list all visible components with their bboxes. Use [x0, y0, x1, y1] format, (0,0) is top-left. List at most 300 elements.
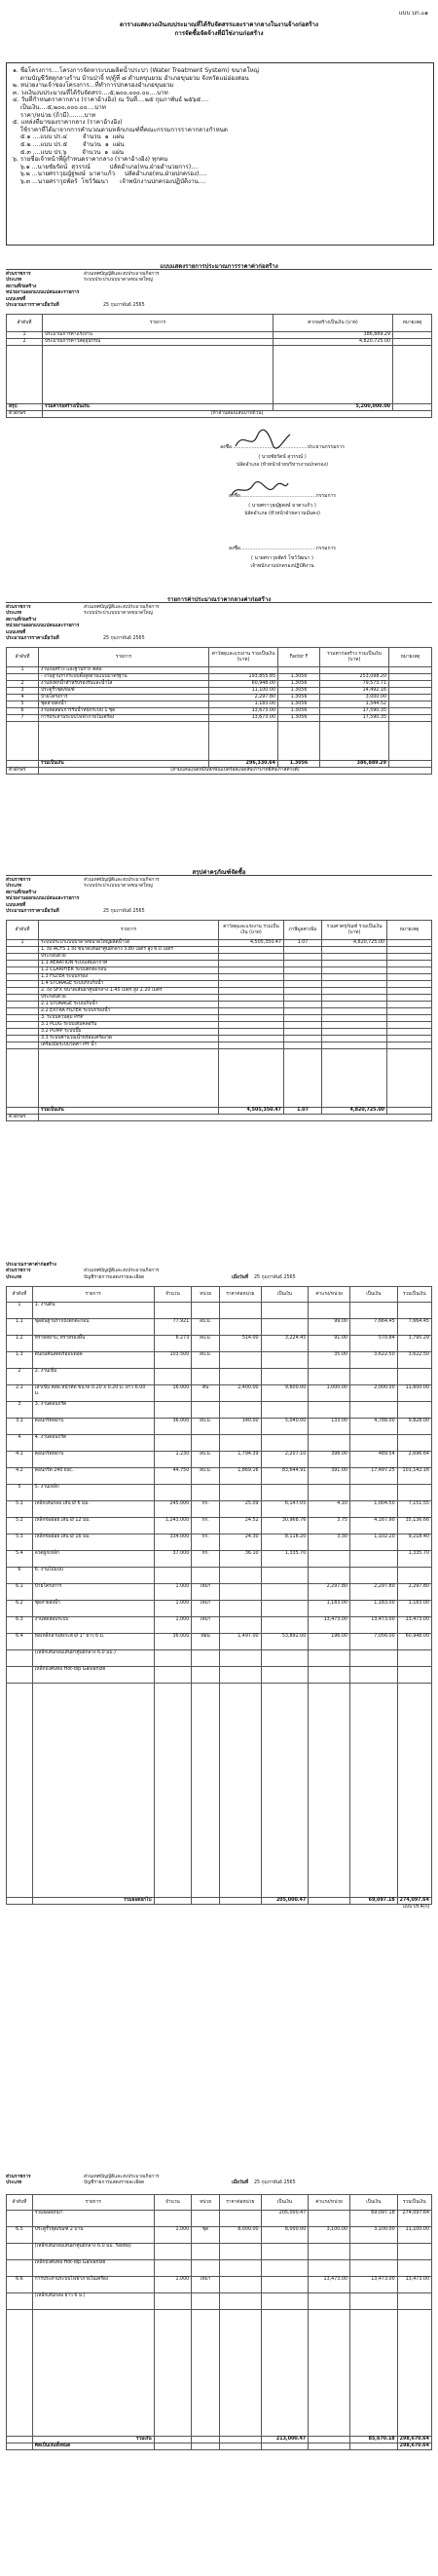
col-no: ลำดับที่ [7, 648, 39, 667]
cell-lm: 7,664.45 [349, 1319, 397, 1336]
table-row [7, 2211, 432, 2227]
loc-label: สถานที่ก่อสร้าง [6, 284, 37, 289]
sum-row [7, 2437, 432, 2443]
s1-meta [6, 272, 162, 309]
col-no: ลำดับที่ [7, 921, 39, 940]
cell-m: 2,207.10 [261, 1452, 309, 1468]
table-row [7, 1568, 432, 1584]
cell-item: คอนกรีต 240 ksc. [32, 1468, 154, 1485]
text-value: (ห้าล้านสองแสนบาทถ้วน) [43, 411, 432, 418]
cell-t [322, 1036, 387, 1042]
cell-item: การประสานระบบไฟฟ้าภายในเครื่อง [32, 2277, 154, 2293]
table-row [7, 1485, 432, 1501]
cell-p: 514.00 [220, 1336, 262, 1352]
cell-u [192, 2211, 220, 2227]
cell-l: 133.00 [309, 1419, 350, 1435]
cell-m [261, 1303, 309, 1319]
table-row [7, 715, 432, 722]
text-row [7, 768, 432, 775]
cell-t: 60,948.00 [397, 1634, 431, 1650]
total-factor: 1.3056 [278, 761, 320, 768]
cell-n [389, 715, 432, 722]
cell-t: 2,696.64 [397, 1452, 431, 1468]
cell-u [192, 1667, 220, 1684]
cell-t [397, 1650, 431, 1667]
table-row [7, 1634, 432, 1650]
cell-item: 3.3 ระบบคำนวณน้ำพร้อมเครื่องวัด [39, 1036, 219, 1042]
cell-t [322, 995, 387, 1002]
s2-table [6, 647, 432, 775]
col-labor: เป็นเงิน [349, 2195, 397, 2211]
s3-meta [6, 878, 162, 915]
cell-p: 36.10 [220, 1551, 262, 1568]
cell-m [261, 2293, 309, 2310]
cell-l [309, 1551, 350, 1568]
row-no: 2 [7, 339, 43, 346]
cell-a [219, 1036, 284, 1042]
cell-lm: 2,297.80 [349, 1584, 397, 1601]
cell-m [261, 1650, 309, 1667]
cell-t [397, 1435, 431, 1452]
total-material: 205,000.47 [261, 1898, 309, 1905]
cell-item: ระบบประปาแบบบาดาลขนาดใหญ่ผลิตน้ำได้ [39, 940, 219, 947]
signature-1-position: ปลัดอำเภอ (หัวหน้าฝ่ายบริหารงานปกครอง) [236, 462, 329, 468]
cell-a: 2,297.80 [209, 695, 278, 701]
cell-p: 1,869.16 [220, 1468, 262, 1485]
signature-2-position: ปลัดอำเภอ (หัวหน้าฝ่ายความมั่นคง) [244, 511, 320, 516]
date-label: เมื่อวันที่ [232, 1274, 248, 1280]
design-label: แบบเลขที่ [6, 902, 26, 908]
signature-1-line: ลงชื่อ.................................................ประธานกรรมการ [220, 444, 345, 450]
col-qty: จำนวน [154, 1287, 192, 1303]
col-material: ค่าวัสดุและแรงงาน รวมเป็นเงิน (บาท) [209, 648, 278, 667]
table-row [7, 701, 432, 708]
cell-no [7, 988, 39, 995]
cell-m [261, 2277, 309, 2293]
cell-lm: 1,004.50 [349, 1501, 397, 1518]
cell-u: เหมา [192, 2277, 220, 2293]
table-row-empty [7, 346, 432, 404]
grand-value: 298,670.64 [397, 2443, 431, 2450]
cell-p: 2,400.00 [220, 1385, 262, 1402]
cell-lm: 13,473.00 [349, 1617, 397, 1634]
cell-m: 9,600.00 [261, 1385, 309, 1402]
cell-p [220, 1667, 262, 1684]
cell-item: ชุดสายส่งน้ำ [32, 1601, 154, 1617]
cell-a: 1,183.00 [209, 701, 278, 708]
cell-n [389, 708, 432, 715]
cell-f [284, 981, 322, 988]
cell-m [261, 1352, 309, 1369]
cell-item: ป้ายโครงการ [32, 1584, 154, 1601]
total-label: รวมยอดยกไป [32, 1898, 154, 1905]
cell-f [284, 1015, 322, 1022]
cell-p [220, 1485, 262, 1501]
cell-q: 1.000 [154, 1617, 192, 1634]
cell-no: 5.4 [7, 1551, 33, 1568]
table-row [7, 1452, 432, 1468]
cell-item: - งานฐานรากระบบตั้งสูงตามแบบมาตรฐาน [39, 674, 209, 681]
date-label: ประมาณการราคาเมื่อวันที่ [6, 303, 59, 309]
cell-no [7, 1650, 33, 1667]
cell-q: 1.000 [154, 2277, 192, 2293]
cell-lm: 4,788.00 [349, 1419, 397, 1435]
cell-item: 3. งานคอนกรีต [32, 1402, 154, 1419]
summary-line: ๒. หน่วยงานเจ้าของโครงการ...ที่ทำการปกครองอำเภอขุนยวม [13, 82, 174, 90]
cell-no: 4 [7, 1435, 33, 1452]
date-value: 25 กุมภาพันธ์ 2565 [254, 2180, 296, 2186]
cell-item: ประกอบด้วย [39, 954, 219, 961]
cell-n [389, 688, 432, 695]
cell-p [220, 1352, 262, 1369]
cell-no [7, 1667, 33, 1684]
cell-item: (เหล็กเส้นกลม ยาว 6 ม.) [32, 2293, 154, 2310]
cell-a: 193,855.85 [209, 674, 278, 681]
cell-f [284, 1036, 322, 1042]
cell-p [219, 2277, 261, 2293]
cell-no: 1 [7, 1303, 33, 1319]
cell-u [192, 1568, 220, 1584]
cell-t [322, 1022, 387, 1029]
cell-p [220, 1650, 262, 1667]
cell-u: ลบ.ม. [192, 1452, 220, 1468]
cell-no: 7 [7, 715, 39, 722]
table-row [7, 1015, 432, 1022]
cell-item: งานทดสอบระบบ [32, 1617, 154, 1634]
cell-no [7, 1029, 39, 1036]
org-label: ประเภท [6, 278, 22, 284]
cell-m [261, 2244, 309, 2260]
cell-p [219, 2293, 261, 2310]
col-price: ราคาต่อหน่วย [219, 2195, 261, 2211]
table-row [7, 681, 432, 688]
cell-f: 1.07 [284, 940, 322, 947]
cell-l [309, 1369, 350, 1385]
sum-label: รวมเงิน [32, 2437, 154, 2443]
cell-item: ท่อเหล็กอาบสังกะสี Ø 1" ยาว 6 ม. [32, 1634, 154, 1650]
cell-m [261, 1319, 309, 1336]
cell-item: 6. งานไม้แบบ [32, 1568, 154, 1584]
cell-m [261, 1485, 309, 1501]
table-row [7, 1667, 432, 1684]
cell-l: 2,297.80 [309, 1584, 350, 1601]
cell-p: 1,497.00 [220, 1634, 262, 1650]
cell-t: 9,828.00 [397, 1419, 431, 1435]
cell-t: 7,664.45 [397, 1319, 431, 1336]
sum-labor: 85,670.18 [349, 2437, 397, 2443]
cell-u [192, 1435, 220, 1452]
table-row [7, 2293, 432, 2310]
summary-line: ๓. วงเงินงบประมาณที่ได้รับจัดสรร....๕,๒๐๐,๐๐๐.๐๐....บาท [13, 89, 168, 96]
table-row [7, 1029, 432, 1036]
cell-m: 8,116.20 [261, 1534, 309, 1551]
cell-t [322, 981, 387, 988]
cell-f [284, 1042, 322, 1049]
cell-p [220, 1369, 262, 1385]
table-row-empty [7, 1684, 432, 1898]
cell-f [284, 967, 322, 974]
cell-f [284, 1008, 322, 1015]
table-row [7, 981, 432, 988]
cell-no: 6.4 [7, 1634, 33, 1650]
summary-line: ๖.๓ ...นายศราวุธพัตร์ โชว์วัฒนา เจ้าพนักงานปกครองปฏิบัติงาน.... [13, 177, 206, 185]
cell-t [322, 1042, 387, 1049]
cell-u [192, 2244, 220, 2260]
cell-t: 17,590.35 [320, 708, 389, 715]
cell-t: 79,573.71 [320, 681, 389, 688]
cell-f: 1.3056 [278, 715, 320, 722]
col-price: ราคาต่อหน่วย [220, 1287, 262, 1303]
cell-no: 4.1 [7, 1452, 33, 1468]
cell-q: 103.500 [154, 1352, 192, 1369]
cell-item: 2.1 STORAGE ระบบเก็บน้ำ [39, 1002, 219, 1008]
summary-line: ๔. วันที่กำหนดราคากลาง (ราคาอ้างอิง) ณ วันที่....๒๕ กุมภาพันธ์ ๒๕๖๕.... [13, 96, 209, 104]
grand-row [7, 2443, 432, 2450]
col-amount: ค่าก่อสร้างเป็นเงิน (บาท) [274, 315, 393, 332]
owner-label: ส่วนราชการ [6, 2175, 31, 2179]
cell-item: งานก่อสร้าง และฐานราก คสล. [39, 667, 209, 674]
cell-l: 13,473.00 [309, 2277, 350, 2293]
total-value: 386,889.29 [320, 761, 389, 768]
cell-lm [349, 1369, 397, 1385]
cell-u [192, 1650, 220, 1667]
cell-u: ลบ.ม. [192, 1352, 220, 1369]
cell-lm: 1,102.20 [349, 1534, 397, 1551]
cell-item: รวมยอดยกมา [32, 2211, 154, 2227]
cell-a: 60,948.00 [209, 681, 278, 688]
summary-line: ๕.๒ ....แบบ ปร.๕ จำนวน ๑ แผ่น [13, 140, 125, 148]
total-value: 4,820,725.00 [322, 1108, 387, 1115]
cell-q [154, 2260, 192, 2277]
cell-f [284, 1029, 322, 1036]
col-material: เป็นเงิน [261, 2195, 309, 2211]
cell-no: 2 [7, 681, 39, 688]
col-labor-unit: ค่าแรง/หน่วย [309, 1287, 350, 1303]
table-row [7, 1008, 432, 1015]
summary-line: ๖.๑ ...นายชัยรัตน์ สุวรรณ์ ปลัดอำเภอ(หน.ฝ่ายอำนวยการ).... [13, 163, 200, 170]
cell-item: ชุดสายส่งน้ำ [39, 701, 209, 708]
cell-q [154, 1650, 192, 1667]
table-row-empty [7, 722, 432, 761]
cell-a [219, 974, 284, 981]
total-value: 274,097.64 [397, 1898, 431, 1905]
table-row-empty [7, 1049, 432, 1108]
col-material: ค่าวัสดุและแรงงาน รวมเป็นเงิน (บาท) [219, 921, 284, 940]
date-label: ประมาณการราคาเมื่อวันที่ [6, 636, 59, 642]
cell-a: 13,673.00 [209, 708, 278, 715]
cell-item: ทรายหยาบ, ทรายรองพื้น [32, 1336, 154, 1352]
cell-item: เหล็กข้ออ้อย เส้น Ø 16 มม. [32, 1534, 154, 1551]
doc-title-1: ตารางแสดงวงเงินงบประมาณที่ได้รับจัดสรรและราคากลางในงานจ้างก่อสร้าง [119, 21, 319, 28]
cell-f [284, 988, 322, 995]
col-total: รวมค่าครุภัณฑ์ รวมเป็นเงิน (บาท) [322, 921, 387, 940]
cell-no [7, 1002, 39, 1008]
cell-u: เหมา [192, 1584, 220, 1601]
cell-q [154, 1369, 192, 1385]
date-value: 25 กุมภาพันธ์ 2565 [103, 636, 145, 642]
col-labor-unit: ค่าแรง/หน่วย [309, 2195, 350, 2211]
cell-no: 6.1 [7, 1584, 33, 1601]
cell-p [219, 2244, 261, 2260]
cell-u [192, 1485, 220, 1501]
cell-t: 13,473.00 [397, 2277, 431, 2293]
cell-t [320, 667, 389, 674]
cell-p: 24.30 [220, 1534, 262, 1551]
date-label: ประมาณการราคาเมื่อวันที่ [6, 909, 59, 915]
table-row [7, 1036, 432, 1042]
cell-t: 9,218.40 [397, 1534, 431, 1551]
col-item: รายการ [32, 1287, 154, 1303]
table-row [7, 1468, 432, 1485]
cell-a [219, 988, 284, 995]
cell-lm [349, 1303, 397, 1319]
cell-t: 17,590.35 [320, 715, 389, 722]
cell-item: 3.1 PLUG ระบบเติมคลอรีน [39, 1022, 219, 1029]
cell-m [261, 1568, 309, 1584]
cell-no [7, 1036, 39, 1042]
cell-m [261, 2260, 309, 2277]
cell-item: 1. ถัง ACFS 1 ถัง ขนาดเส้นผ่าศูนย์กลาง 3.80 เมตร สูง 6.0 เมตร [39, 947, 219, 954]
cell-no: 6 [7, 708, 39, 715]
cell-p [220, 1601, 262, 1617]
owner-value: ส่วนเทศบัญญัติและงบประมาณกิจการ [84, 605, 160, 610]
cell-t [397, 1568, 431, 1584]
cell-t: 7,151.55 [397, 1501, 431, 1518]
cell-item: ป้ายโครงการ [39, 695, 209, 701]
sum-material: 213,000.47 [261, 2437, 309, 2443]
cell-q [154, 2293, 192, 2310]
summary-line: ๕.๓ ....แบบ ปร.๖ จำนวน ๑ แผ่น [13, 148, 124, 156]
date-value: 25 กุมภาพันธ์ 2565 [103, 909, 145, 915]
row-note [393, 332, 432, 339]
cell-lm: 69,097.18 [349, 2211, 397, 2227]
unit-label: หน่วยงานออกแบบแปลนและรายการ [6, 624, 80, 629]
cell-u: ลบ.ม. [192, 1319, 220, 1336]
cell-q [154, 1568, 192, 1584]
cell-no: 5.3 [7, 1534, 33, 1551]
cell-u: เหมา [192, 1601, 220, 1617]
total-labor: 69,097.18 [349, 1898, 397, 1905]
table-row [7, 1303, 432, 1319]
cell-item: 1.2 CLARIFIER ระบบตกตะกอน [39, 967, 219, 974]
cell-p: 24.52 [220, 1518, 262, 1534]
summary-line: ๕.๑ ....แบบ ปร.๔ จำนวน ๑ แผ่น [13, 133, 125, 141]
cell-t: 3,795.29 [397, 1336, 431, 1352]
cell-p [220, 1617, 262, 1634]
date-value: 25 กุมภาพันธ์ 2565 [254, 1274, 296, 1280]
cell-l [309, 1402, 350, 1419]
cell-a: 13,673.00 [209, 715, 278, 722]
row-amount: 4,820,725.00 [274, 339, 393, 346]
cell-u [192, 1303, 220, 1319]
cell-t [322, 1015, 387, 1022]
cell-f: 1.3056 [278, 674, 320, 681]
org-label: ประเภท [6, 611, 22, 617]
cell-no [7, 2211, 33, 2227]
cell-item: 2. ถัง SFX ขนาดเส้นผ่าศูนย์กลาง 1.45 เมตร สูง 2.20 เมตร [39, 988, 219, 995]
cell-u: กก. [192, 1518, 220, 1534]
table-row [7, 1319, 432, 1336]
owner-value: ส่วนเทศบัญญัติและงบประมาณกิจการ [84, 272, 160, 277]
cell-item: 2.2 EXTRA FILTER ระบบกรองน้ำ [39, 1008, 219, 1015]
cell-t [322, 1002, 387, 1008]
table-row [7, 1385, 432, 1402]
cell-no: 6.5 [7, 2227, 33, 2244]
text-label: ตัวอักษร [7, 411, 43, 418]
owner-value: ส่วนเทศบัญญัติและงบประมาณกิจการ [84, 878, 160, 883]
col-unit: หน่วย [192, 1287, 220, 1303]
org-value: ระบบประปาแบบบาดาลขนาดใหญ่ [84, 611, 153, 617]
cell-p [220, 1319, 262, 1336]
text-label: ตัวอักษร [7, 768, 39, 775]
cell-m [261, 1617, 309, 1634]
row-note [393, 339, 432, 346]
text-value: (สามแสนแปดหมื่นหกพันแปดร้อยแปดสิบเก้าบาทยี่สิบเก้าสตางค์) [39, 768, 432, 775]
signature-2-line: ลงชื่อ.................................................กรรมการ [229, 493, 336, 499]
design-label: แบบเลขที่ [6, 296, 26, 302]
cell-l: 91.00 [309, 1336, 350, 1352]
cell-t: 2,297.80 [397, 1584, 431, 1601]
cell-l: 1,000.00 [309, 1385, 350, 1402]
cell-l: 3,100.00 [309, 2227, 350, 2244]
cell-no: 5 [7, 1485, 33, 1501]
cell-a [219, 995, 284, 1002]
cell-t [397, 2260, 431, 2277]
col-no: ลำดับที่ [7, 2195, 33, 2211]
cell-f [278, 667, 320, 674]
table-row [7, 1369, 432, 1385]
total-row [7, 1108, 432, 1115]
cell-no: 4 [7, 695, 39, 701]
s1-table [6, 314, 432, 418]
cell-item: (เหล็กเส้นกลมเส้นผ่าศูนย์กลาง 6.0 มม. ร้อยท่อ) [32, 2244, 154, 2260]
cell-a [219, 954, 284, 961]
table-row [7, 332, 432, 339]
cell-no [7, 961, 39, 967]
row-no: 1 [7, 332, 43, 339]
col-total: รวมเป็นเงิน [397, 2195, 431, 2211]
owner-label: ส่วนราชการ [6, 605, 31, 610]
cell-t: 35,136.66 [397, 1518, 431, 1534]
cell-t: 13,473.00 [397, 1617, 431, 1634]
cell-q: 1.000 [154, 2227, 192, 2244]
cell-l: 1,183.00 [309, 1601, 350, 1617]
cell-item: ประกอบด้วย [39, 995, 219, 1002]
cell-lm: 489.54 [349, 1452, 397, 1468]
cell-no: 3 [7, 688, 39, 695]
text-row [7, 411, 432, 418]
cell-no [7, 967, 39, 974]
cell-t [322, 974, 387, 981]
cell-item: 1.3 FILTER ระบบกรอง [39, 974, 219, 981]
col-total: รวมเป็นเงิน [397, 1287, 431, 1303]
signature-3-position: เจ้าพนักงานปกครองปฏิบัติงาน [250, 563, 314, 569]
table-row [7, 2277, 432, 2293]
cell-t [322, 967, 387, 974]
cell-lm [349, 1650, 397, 1667]
cell-no [7, 1022, 39, 1029]
cell-t: 274,097.64 [397, 2211, 431, 2227]
cell-lm [349, 2293, 397, 2310]
cell-f [284, 1002, 322, 1008]
cell-q: 36.000 [154, 1419, 192, 1435]
cell-q [154, 2211, 192, 2227]
table-row [7, 988, 432, 995]
cell-item: 3. ระบบควบคุม PHP [39, 1015, 219, 1022]
s4-table [6, 1286, 432, 1911]
total-material: 4,505,350.47 [219, 1108, 284, 1115]
cell-u: กก. [192, 1551, 220, 1568]
